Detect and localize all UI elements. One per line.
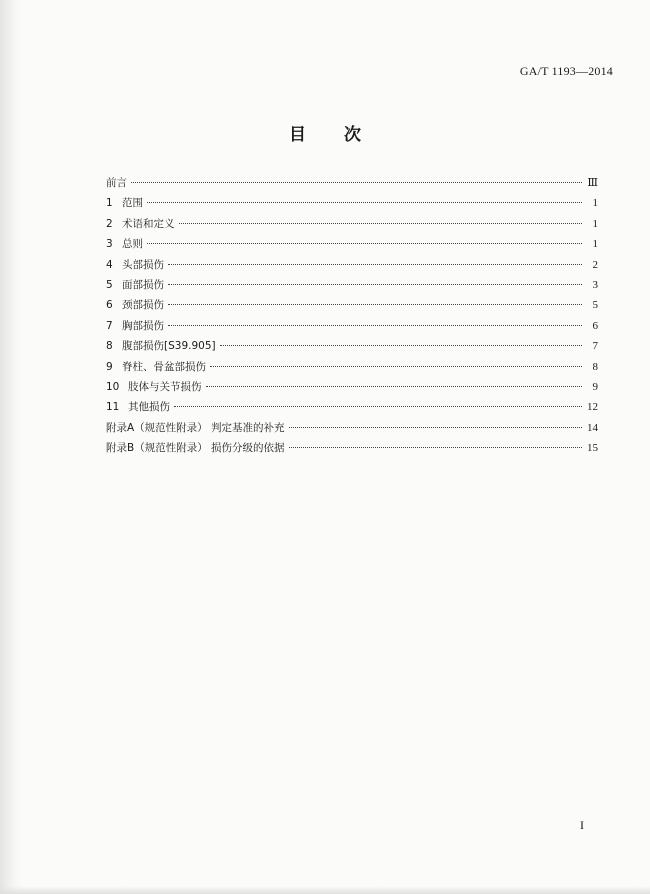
toc-entry-page: 15	[587, 442, 598, 455]
toc-entry[interactable]	[106, 277, 598, 297]
toc-dot-leader	[147, 243, 582, 244]
toc-entry[interactable]	[106, 297, 598, 317]
document-code: GA/T 1193—2014	[519, 64, 613, 78]
toc-entry-page: 1	[592, 197, 598, 210]
toc-entry-page: 12	[587, 401, 598, 414]
toc-entry-title: 头部损伤	[122, 258, 164, 271]
toc-entry-page: Ⅲ	[587, 177, 598, 189]
toc-entry-title: 脊柱、骨盆部损伤	[122, 360, 206, 373]
toc-entry-number: 2	[106, 217, 113, 230]
table-of-contents	[106, 175, 598, 460]
toc-dot-leader	[206, 386, 583, 387]
toc-entry-number: 9	[106, 360, 113, 373]
toc-entry-title: 附录A（规范性附录） 判定基准的补充	[106, 421, 285, 434]
toc-entry-number: 1	[106, 197, 113, 210]
toc-entry-page: 5	[592, 299, 598, 312]
toc-entry[interactable]	[106, 420, 598, 440]
toc-entry-title: 总则	[122, 238, 143, 251]
toc-entry-number: 7	[106, 319, 113, 332]
toc-dot-leader	[147, 202, 582, 203]
toc-entry-number: 10	[106, 380, 120, 393]
toc-entry-title: 术语和定义	[122, 217, 175, 230]
toc-entry-page: 8	[592, 360, 598, 373]
toc-entry-number: 11	[106, 401, 120, 414]
toc-entry-title: 附录B（规范性附录） 损伤分级的依据	[106, 442, 285, 455]
toc-entry[interactable]	[106, 257, 598, 277]
toc-dot-leader	[210, 366, 582, 367]
toc-dot-leader	[131, 182, 582, 183]
toc-entry[interactable]	[106, 195, 598, 215]
toc-dot-leader	[289, 447, 582, 448]
toc-entry-page: 1	[592, 217, 598, 230]
toc-entry-title: 肢体与关节损伤	[128, 380, 202, 393]
toc-dot-leader	[179, 223, 583, 224]
toc-entry[interactable]	[106, 216, 598, 236]
toc-entry-number: 6	[106, 299, 113, 312]
toc-entry-title: 腹部损伤[S39.905]	[122, 340, 216, 353]
toc-entry-title: 范围	[122, 197, 143, 210]
toc-entry-page: 14	[587, 421, 598, 434]
toc-entry-title: 其他损伤	[128, 401, 170, 414]
toc-entry-title: 面部损伤	[122, 278, 164, 291]
toc-entry[interactable]	[106, 359, 598, 379]
toc-entry[interactable]	[106, 379, 598, 399]
toc-entry[interactable]	[106, 399, 598, 419]
toc-entry[interactable]	[106, 318, 598, 338]
toc-entry[interactable]	[106, 175, 598, 195]
scan-bottom-shadow	[0, 886, 650, 894]
toc-entry[interactable]	[106, 338, 598, 358]
page-title: 目次	[289, 125, 399, 145]
toc-dot-leader	[168, 304, 582, 305]
toc-entry-title: 前言	[106, 177, 127, 189]
toc-entry-page: 2	[592, 258, 598, 271]
toc-dot-leader	[168, 284, 582, 285]
toc-entry-page: 7	[592, 340, 598, 353]
page-number: I	[580, 818, 584, 832]
toc-entry-title: 胸部损伤	[122, 319, 164, 332]
toc-entry-page: 3	[592, 278, 598, 291]
toc-dot-leader	[220, 345, 582, 346]
toc-entry-number: 8	[106, 340, 113, 353]
toc-entry-number: 4	[106, 258, 113, 271]
toc-dot-leader	[168, 325, 582, 326]
toc-dot-leader	[174, 406, 582, 407]
toc-entry[interactable]	[106, 440, 598, 460]
toc-entry-page: 9	[592, 380, 598, 393]
toc-entry-number: 5	[106, 278, 113, 291]
toc-entry-number: 3	[106, 238, 113, 251]
toc-entry-page: 6	[592, 319, 598, 332]
toc-entry[interactable]	[106, 236, 598, 256]
toc-entry-page: 1	[592, 238, 598, 251]
toc-dot-leader	[289, 427, 582, 428]
toc-dot-leader	[168, 264, 582, 265]
toc-entry-title: 颈部损伤	[122, 299, 164, 312]
